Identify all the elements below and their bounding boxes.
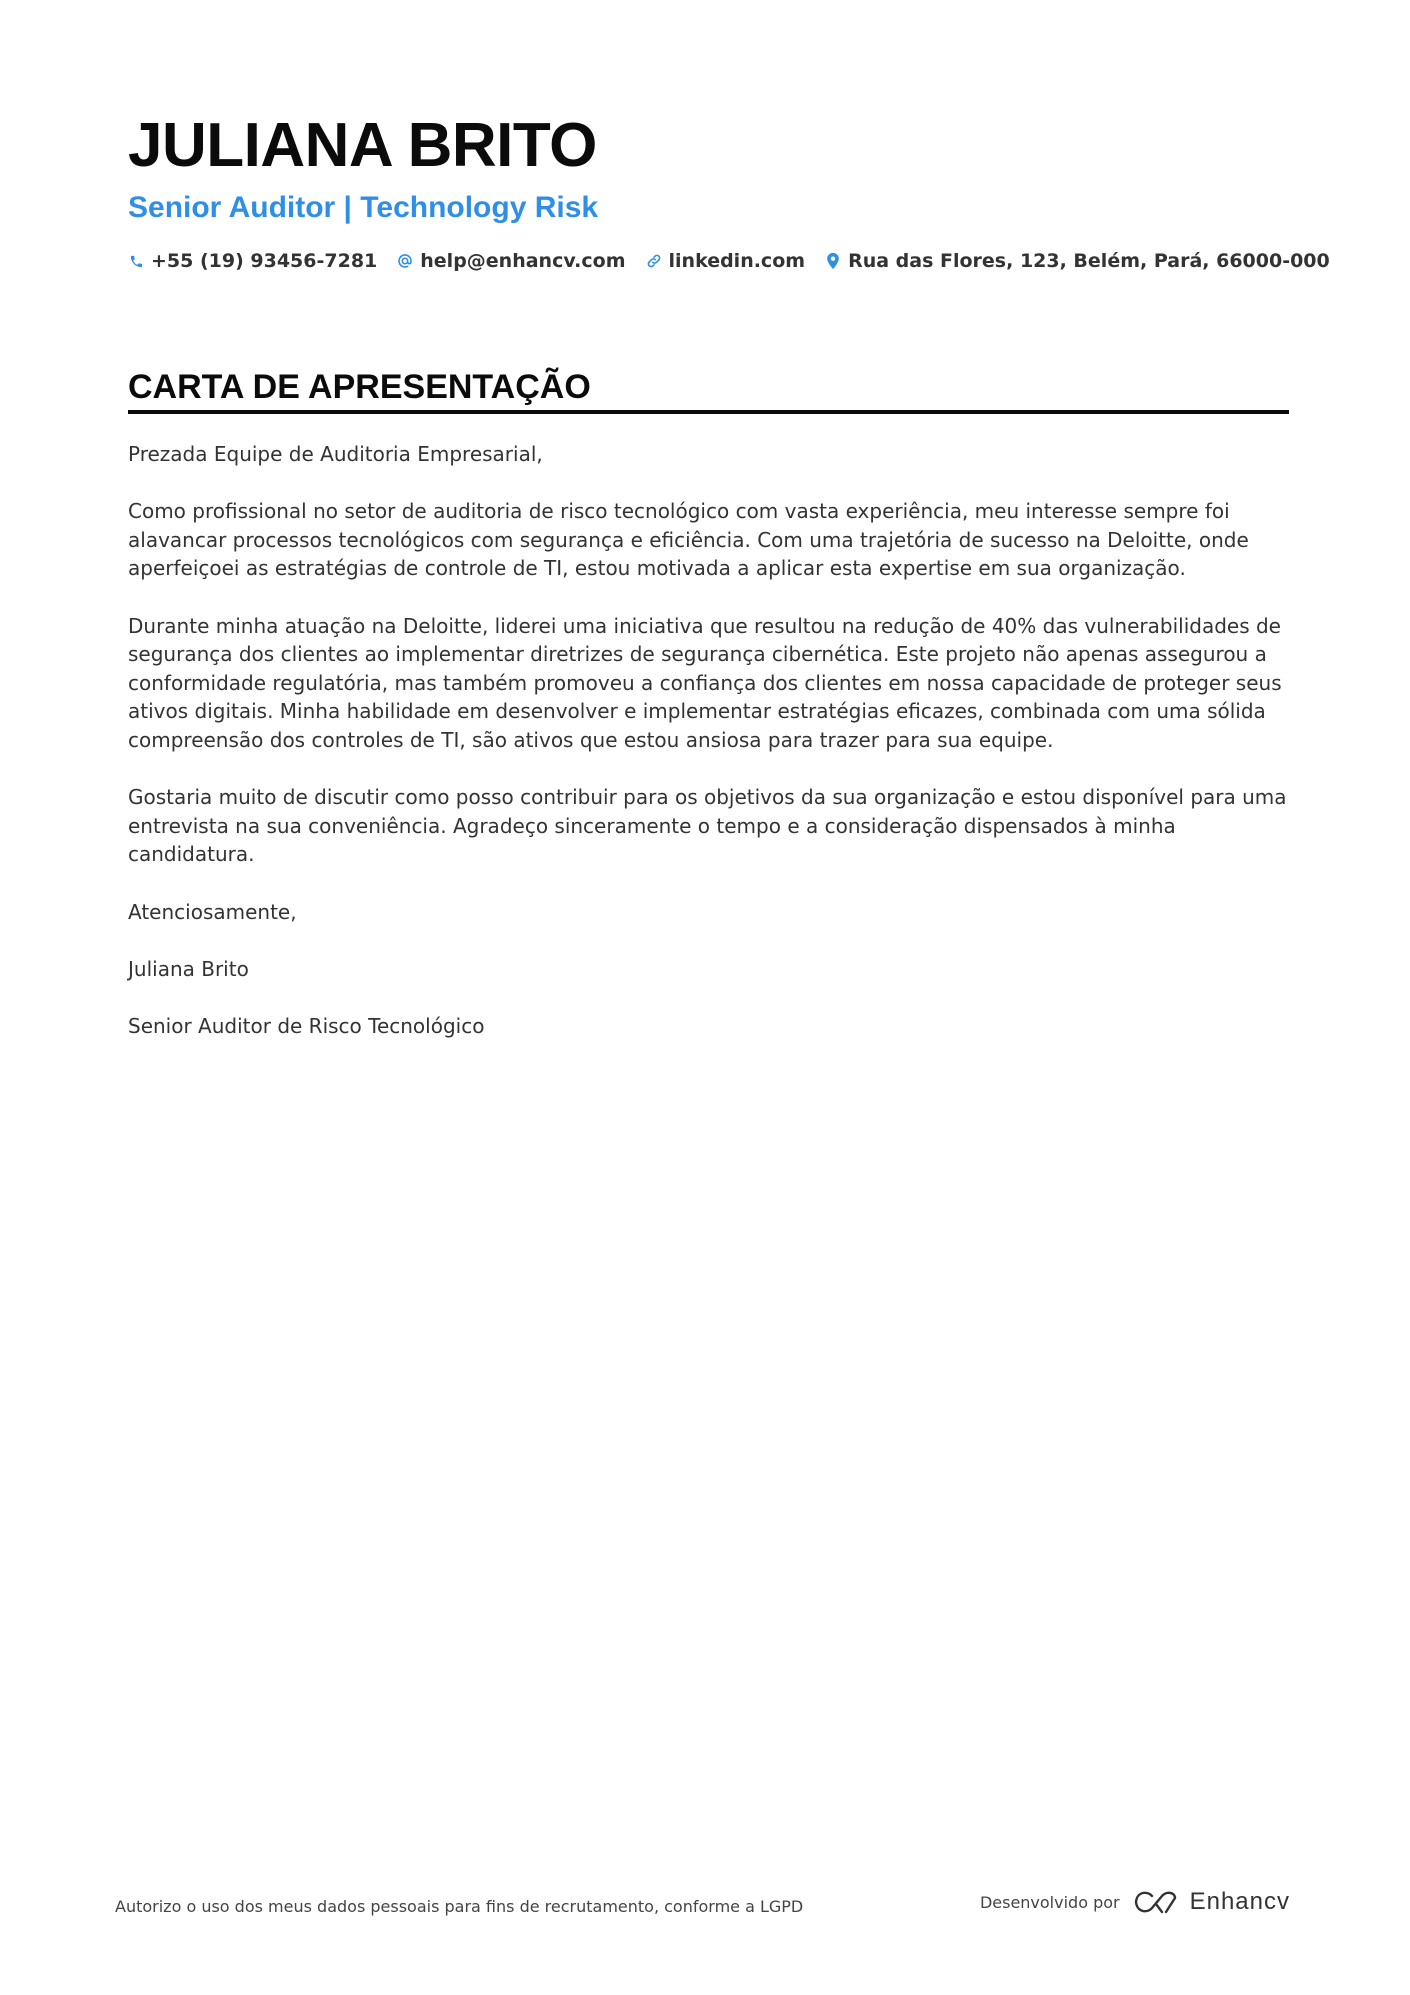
letter-greeting: Prezada Equipe de Auditoria Empresarial, [128, 442, 543, 466]
letter-body [128, 440, 1293, 1069]
location-pin-icon [825, 252, 841, 270]
powered-by-label: Desenvolvido por [979, 1892, 1120, 1912]
consent-note: Autorizo o uso dos meus dados pessoais para fins de recrutamento, conforme a LGPD [115, 1897, 804, 1916]
signature-name: Juliana Brito [128, 956, 249, 981]
letter-paragraph: Gostaria muito de discutir como posso contribuir para os objetivos da sua organização e estou disponível para uma entrevista na sua conveniência. Agradeço sinceramente o tempo e a consideração dispensados à minha candidatura. [128, 785, 1287, 867]
link-icon [646, 252, 662, 270]
at-icon [397, 252, 413, 270]
powered-by-footer[interactable] [980, 1888, 1290, 1916]
brand-name[interactable]: Enhancv [1189, 1888, 1290, 1915]
candidate-title: Senior Auditor | Technology Risk [128, 191, 599, 224]
enhancv-logo-icon [1132, 1888, 1178, 1916]
contact-email[interactable] [397, 248, 625, 274]
section-title: CARTA DE APRESENTAÇÃO [128, 368, 591, 406]
contact-phone [128, 248, 377, 274]
email-text[interactable]: help@enhancv.com [420, 250, 626, 272]
letter-closing: Atenciosamente, [128, 899, 297, 924]
resume-header [128, 108, 1330, 274]
phone-text: +55 (19) 93456-7281 [151, 250, 378, 272]
letter-paragraph: Durante minha atuação na Deloitte, liderei uma iniciativa que resultou na redução de 40% das vulnerabilidades de segurança dos clientes ao implementar diretrizes de segurança cibernética. Este projeto não apenas assegurou a conformidade regulatória, mas também promoveu a confiança dos clientes em nossa capacidade de proteger seus ativos digitais. Minha habilidade em desenvolver e implementar estratégias eficazes, combinada com uma sólida compreensão dos controles de TI, são ativos que estou ansiosa para trazer para sua equipe. [128, 613, 1282, 752]
contact-linkedin[interactable] [646, 248, 806, 274]
linkedin-text[interactable]: linkedin.com [668, 250, 806, 272]
address-text: Rua das Flores, 123, Belém, Pará, 66000-000 [848, 250, 1330, 272]
candidate-name: JULIANA BRITO [128, 111, 597, 180]
signature-title: Senior Auditor de Risco Tecnológico [128, 1013, 485, 1038]
contact-info [128, 248, 1330, 274]
letter-paragraph: Como profissional no setor de auditoria de risco tecnológico com vasta experiência, meu interesse sempre foi alavancar processos tecnológicos com segurança e eficiência. Com uma trajetória de sucesso na Deloitte, onde aperfeiçoei as estratégias de controle de TI, estou motivada a aplicar esta expertise em sua organização. [128, 499, 1249, 581]
phone-icon [128, 252, 144, 270]
section-divider [128, 410, 1289, 414]
contact-address [825, 248, 1330, 274]
